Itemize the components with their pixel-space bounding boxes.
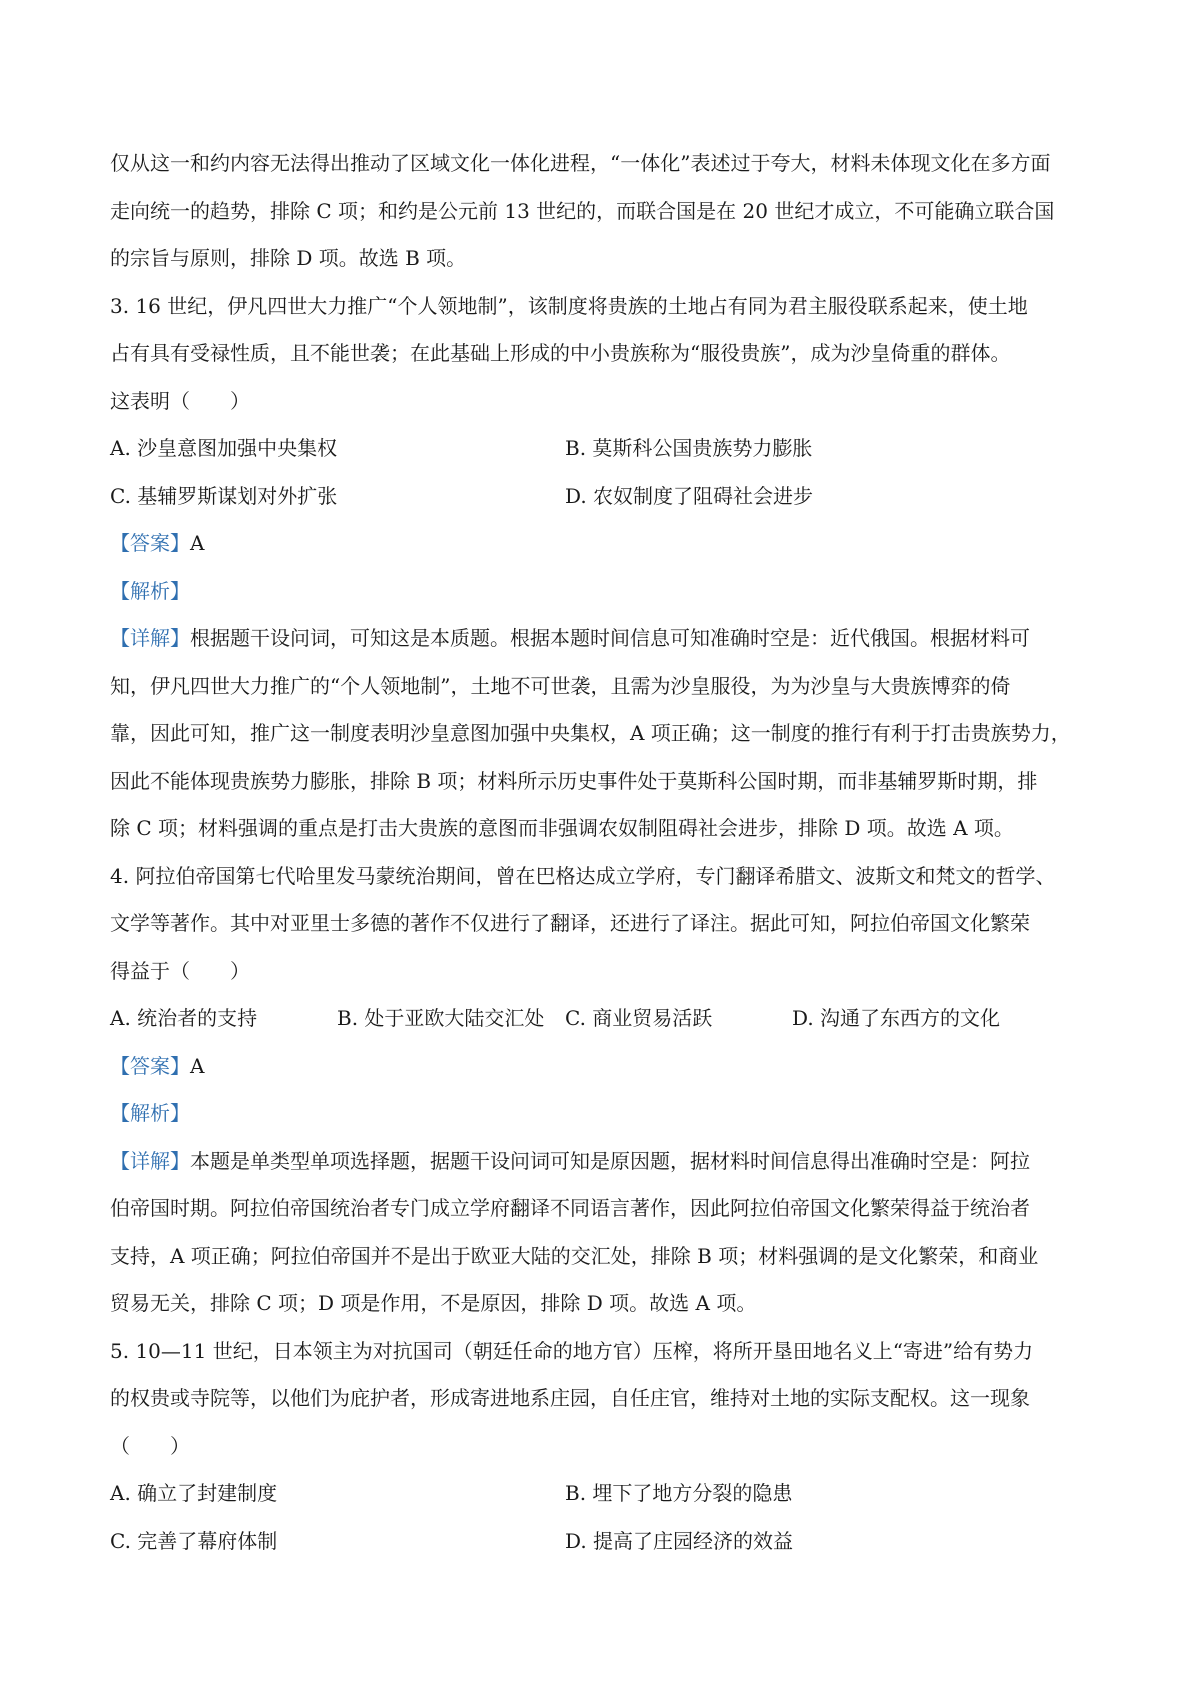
detail-tag: 【详解】 [110, 626, 190, 650]
options-row [110, 1470, 1110, 1518]
option-d: D. 农奴制度了阻碍社会进步 [565, 483, 814, 508]
answer-line [110, 520, 1110, 568]
options-row [110, 473, 1110, 521]
question-stem-line: 3. 16 世纪，伊凡四世大力推广“个人领地制”，该制度将贵族的土地占有同为君主服役联系起来，使土地 [110, 293, 1028, 318]
analysis-tag: 【解析】 [110, 1101, 190, 1125]
detail-text: 根据题干设问词，可知这是本质题。根据本题时间信息可知准确时空是：近代俄国。根据材料可 [190, 626, 1030, 650]
option-b: B. 处于亚欧大陆交汇处 [337, 1006, 545, 1030]
q2-analysis-tail [110, 140, 1110, 283]
detail-line: 除 C 项；材料强调的重点是打击大贵族的意图而非强调农奴制阻碍社会进步，排除 D 项。故选 A 项。 [110, 816, 1014, 840]
analysis-tag: 【解析】 [110, 578, 190, 603]
options-row [110, 425, 1110, 473]
option-a: A. 沙皇意图加强中央集权 [110, 436, 338, 460]
detail-line: 因此不能体现贵族势力膨胀，排除 B 项；材料所示历史事件处于莫斯科公国时期，而非基辅罗斯时期，排 [110, 768, 1038, 793]
analysis-line [110, 1090, 1110, 1138]
detail-line: 知，伊凡四世大力推广的“个人领地制”，土地不可世袭，且需为沙皇服役，为为沙皇与大贵族博弈的倚 [110, 673, 1011, 698]
text-line: 走向统一的趋势，排除 C 项；和约是公元前 13 世纪的，而联合国是在 20 世纪才成立，不可能确立联合国 [110, 198, 1055, 223]
detail-line: 支持，A 项正确；阿拉伯帝国并不是出于欧亚大陆的交汇处，排除 B 项；材料强调的是文化繁荣，和商业 [110, 1243, 1039, 1268]
options-row [110, 995, 1110, 1043]
answer-tag: 【答案】 [110, 531, 190, 555]
option-c: C. 基辅罗斯谋划对外扩张 [110, 483, 338, 508]
option-b: B. 埋下了地方分裂的隐患 [565, 1481, 793, 1505]
question-stem-line: 占有具有受禄性质，且不能世袭；在此基础上形成的中小贵族称为“服役贵族”，成为沙皇倚重的群体。 [110, 341, 1011, 365]
option-d: D. 提高了庄园经济的效益 [565, 1528, 794, 1553]
answer-tag: 【答案】 [110, 1053, 190, 1078]
detail-line: 伯帝国时期。阿拉伯帝国统治者专门成立学府翻译不同语言著作，因此阿拉伯帝国文化繁荣得益于统治者 [110, 1196, 1030, 1220]
text-line: 仅从这一和约内容无法得出推动了区域文化一体化进程，“一体化”表述过于夸大，材料未体现文化在多方面 [110, 151, 1051, 175]
detail-tag: 【详解】 [110, 1148, 190, 1173]
options-row [110, 1518, 1110, 1566]
detail-line: 贸易无关，排除 C 项；D 项是作用，不是原因，排除 D 项。故选 A 项。 [110, 1291, 757, 1315]
question-stem-line: 的权贵或寺院等，以他们为庇护者，形成寄进地系庄园，自任庄官，维持对土地的实际支配权。这一现象 [110, 1386, 1030, 1410]
detail-line [110, 615, 1110, 663]
question-stem-line: 5. 10—11 世纪，日本领主为对抗国司（朝廷任命的地方官）压榨，将所开垦田地名义上“寄进”给有势力 [110, 1338, 1034, 1363]
question-stem-line: 这表明（ ） [110, 388, 250, 413]
option-d: D. 沟通了东西方的文化 [792, 1006, 1001, 1030]
answer-line [110, 1043, 1110, 1091]
text-line: 的宗旨与原则，排除 D 项。故选 B 项。 [110, 246, 467, 270]
analysis-line [110, 568, 1110, 616]
option-c: C. 完善了幕府体制 [110, 1528, 278, 1553]
question-stem-line: 文学等著作。其中对亚里士多德的著作不仅进行了翻译，还进行了译注。据此可知，阿拉伯帝国文化繁荣 [110, 911, 1030, 935]
question-5 [110, 1328, 1110, 1566]
question-stem-line: 4. 阿拉伯帝国第七代哈里发马蒙统治期间，曾在巴格达成立学府，专门翻译希腊文、波斯文和梵文的哲学、 [110, 863, 1056, 888]
question-stem-line: （ ） [110, 1433, 190, 1458]
option-c: C. 商业贸易活跃 [565, 1006, 713, 1030]
option-b: B. 莫斯科公国贵族势力膨胀 [565, 436, 813, 460]
option-a: A. 确立了封建制度 [110, 1481, 278, 1505]
question-4 [110, 853, 1110, 1328]
answer-value: A [190, 531, 205, 555]
document-page [110, 140, 1110, 1565]
option-a: A. 统治者的支持 [110, 1006, 258, 1030]
question-stem-line: 得益于（ ） [110, 958, 250, 983]
answer-value: A [190, 1053, 205, 1078]
detail-text: 本题是单类型单项选择题，据题干设问词可知是原因题，据材料时间信息得出准确时空是：阿拉 [190, 1148, 1030, 1173]
detail-line [110, 1138, 1110, 1186]
question-3 [110, 283, 1110, 853]
detail-line: 靠，因此可知，推广这一制度表明沙皇意图加强中央集权，A 项正确；这一制度的推行有利于打击贵族势力， [110, 721, 1071, 745]
